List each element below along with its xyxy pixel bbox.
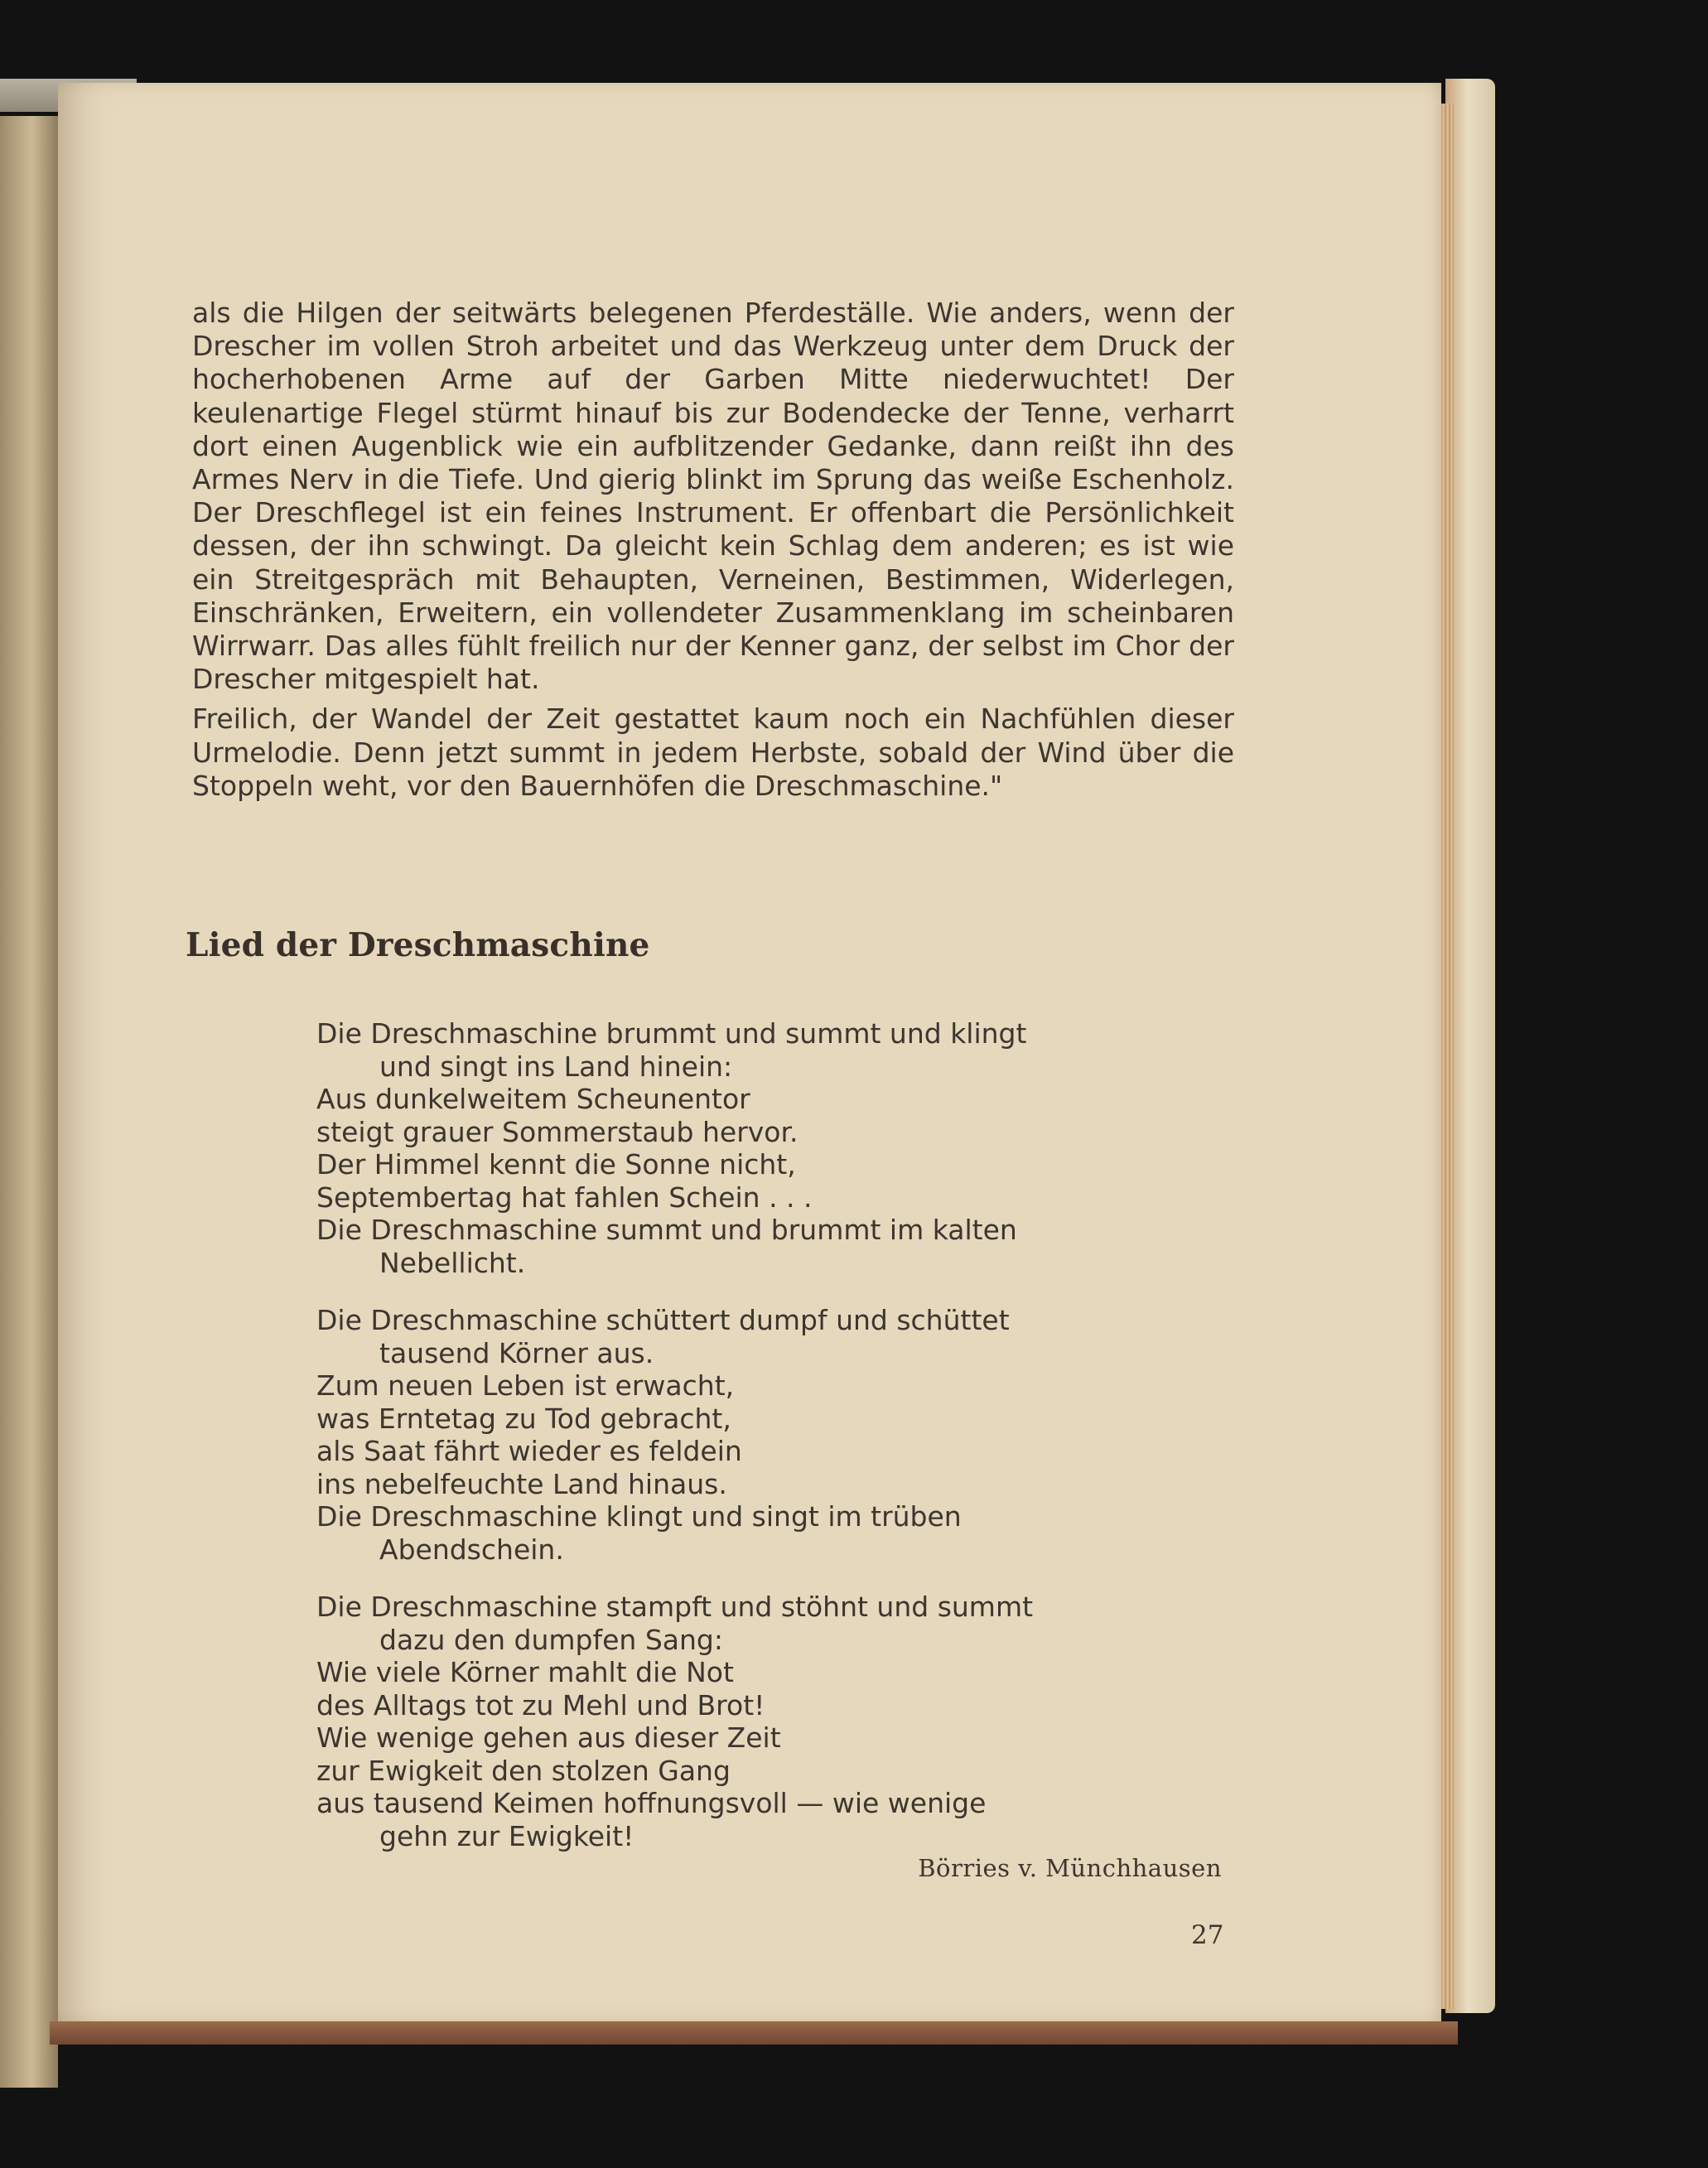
poem — [316, 1017, 1145, 1852]
poem-line: Die Dreschmaschine klingt und singt im trüben — [316, 1500, 962, 1533]
poem-line: des Alltags tot zu Mehl und Brot! — [316, 1688, 765, 1721]
poem-line: Zum neuen Leben ist erwacht, — [316, 1369, 735, 1402]
poem-line: ins nebelfeuchte Land hinaus. — [316, 1467, 727, 1500]
poem-line: Die Dreschmaschine brummt und summt und klingt — [316, 1017, 1027, 1050]
poem-line: Nebellicht. — [379, 1246, 526, 1279]
prose-paragraph: als die Hilgen der seitwärts belegenen Pferdeställe. Wie anders, wenn der Drescher im vollen Stroh arbeitet und das Werkzeug unter dem Druck der hocherhobenen Arme auf der Garben Mitte niederwuchtet! Der keulenartige Flegel stürmt hinauf bis zur Bodendecke der Tenne, verharrt dort einen Augenblick wie ein aufblitzender Gedanke, dann reißt ihn des Armes Nerv in die Tiefe. Und gierig blinkt im Sprung das weiße Eschenholz. Der Dreschflegel ist ein feines Instrument. Er offenbart die Persönlichkeit dessen, der ihn schwingt. Da gleicht kein Schlag dem anderen; es ist wie ein Streitgespräch mit Behaupten, Verneinen, Bestimmen, Widerlegen, Einschränken, Erweitern, ein vollendeter Zusammenklang im scheinbaren Wirrwarr. Das alles fühlt freilich nur der Kenner ganz, der selbst im Chor der Drescher mitgespielt hat. — [192, 297, 1234, 696]
poem-line: Die Dreschmaschine stampft und stöhnt und summt — [316, 1591, 1034, 1623]
poem-stanza — [316, 1017, 1145, 1279]
poem-line: zur Ewigkeit den stolzen Gang — [316, 1754, 731, 1787]
poem-line: Abendschein. — [379, 1533, 564, 1566]
poem-line: was Erntetag zu Tod gebracht, — [316, 1402, 731, 1435]
poem-line: tausend Körner aus. — [379, 1336, 654, 1369]
poem-line: Wie viele Körner mahlt die Not — [316, 1656, 734, 1688]
poem-line: dazu den dumpfen Sang: — [379, 1623, 723, 1656]
poem-line: Wie wenige gehen aus dieser Zeit — [316, 1721, 781, 1754]
poem-line: Aus dunkelweitem Scheunentor — [316, 1083, 750, 1115]
poem-line: Die Dreschmaschine summt und brummt im kalten — [316, 1214, 1017, 1246]
poem-line: Die Dreschmaschine schüttert dumpf und schüttet — [316, 1304, 1010, 1336]
poem-title: Lied der Dreschmaschine — [186, 926, 650, 964]
poem-stanza — [316, 1591, 1145, 1852]
poem-line: Der Himmel kennt die Sonne nicht, — [316, 1148, 796, 1181]
poem-line: gehn zur Ewigkeit! — [379, 1819, 634, 1852]
poem-stanza — [316, 1304, 1145, 1566]
page-number: 27 — [1191, 1920, 1224, 1950]
poem-line: als Saat fährt wieder es feldein — [316, 1435, 742, 1467]
poem-author: Börries v. Münchhausen — [918, 1854, 1222, 1882]
prose-text — [192, 297, 1234, 803]
prose-paragraph: Freilich, der Wandel der Zeit gestattet kaum noch ein Nachfühlen dieser Urmelodie. Denn jetzt summt in jedem Herbste, sobald der Wind über die Stoppeln weht, vor den Bauernhöfen die Dreschmaschine." — [192, 703, 1234, 802]
page-bottom-edge — [50, 2021, 1458, 2045]
poem-line: und singt ins Land hinein: — [379, 1050, 733, 1083]
poem-line: aus tausend Keimen hoffnungsvoll — wie wenige — [316, 1787, 987, 1819]
poem-line: steigt grauer Sommerstaub hervor. — [316, 1115, 799, 1148]
left-page-edge — [0, 116, 58, 2088]
poem-line: Septembertag hat fahlen Schein . . . — [316, 1181, 813, 1214]
